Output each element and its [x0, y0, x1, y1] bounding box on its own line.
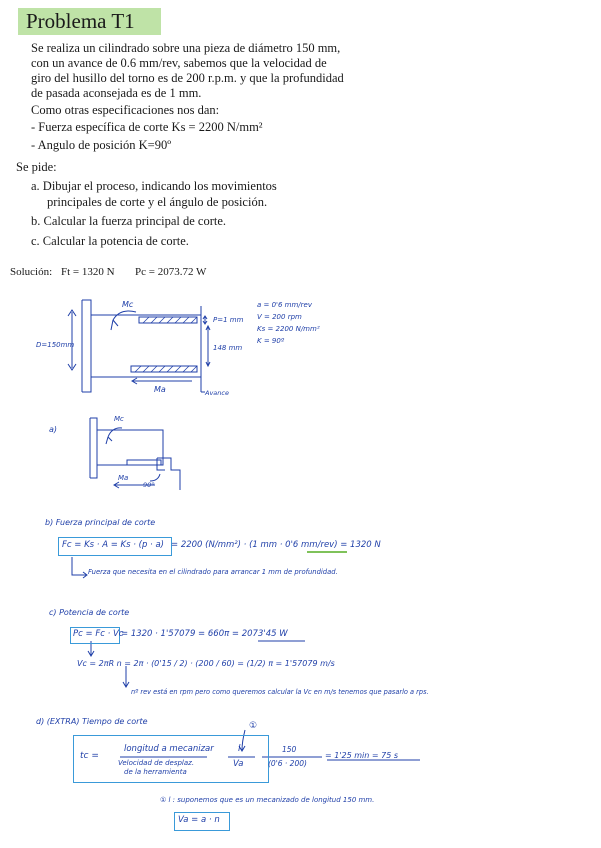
statement-line-7: - Angulo de posición K=90º	[31, 138, 172, 152]
solution-label: Solución:	[10, 266, 53, 278]
depth-label: P=1 mm	[213, 316, 244, 324]
formula-c: Pc = Fc · Vc	[73, 629, 124, 639]
formula-b-rest: = 2200 (N/mm²) · (1 mm · 0'6 mm/rev) = 1320 N	[171, 540, 381, 550]
statement-line-1: Se realiza un cilindrado sobre una pieza de diámetro 150 mm,	[31, 41, 341, 55]
workpiece-diagram	[68, 300, 210, 392]
note-d: ① l : suponemos que es un mecanizado de longitud 150 mm.	[160, 796, 375, 804]
ma-label: Ma	[154, 385, 166, 394]
va-formula: Va = a · n	[178, 815, 220, 825]
tc-label: tc =	[80, 751, 99, 761]
angle-label: 90º	[143, 481, 155, 489]
ask-item-b: b. Calcular la fuerza principal de corte.	[31, 214, 227, 228]
mc-label-2: Mc	[114, 415, 124, 423]
section-d-heading: d) (EXTRA) Tiempo de corte	[36, 717, 148, 726]
section-b-heading: b) Fuerza principal de corte	[45, 518, 156, 527]
statement-line-4: de pasada aconsejada es de 1 mm.	[31, 86, 202, 100]
formula-c-rest: = 1320 · 1'57079 = 660π = 2073'45 W	[121, 629, 288, 639]
process-diagram	[90, 418, 180, 490]
statement-line-2: con un avance de 0.6 mm/rev, sabemos que la velocidad de	[31, 56, 327, 70]
ask-item-a: a. Dibujar el proceso, indicando los movimientos	[31, 179, 277, 193]
avance-label: Avance	[205, 389, 229, 397]
asks-heading: Se pide:	[16, 160, 57, 174]
numerator-l: l	[238, 744, 241, 754]
solution-ft: Ft = 1320 N	[61, 266, 115, 278]
denominator-1b: de la herramienta	[124, 768, 187, 776]
ask-item-a-cont: principales de corte y el ángulo de posición.	[47, 195, 268, 209]
statement-line-6: - Fuerza específica de corte Ks = 2200 N/mm²	[31, 120, 263, 134]
marker-1: ①	[249, 721, 258, 731]
numerator-1: longitud a mecanizar	[124, 744, 214, 754]
denominator-2: (0'6 · 200)	[268, 759, 307, 768]
section-c-heading: c) Potencia de corte	[49, 608, 130, 617]
spec-a: a = 0'6 mm/rev	[257, 301, 312, 309]
ask-item-c: c. Calcular la potencia de corte.	[31, 234, 189, 248]
note-c: nº rev está en rpm pero como queremos calcular la Vc en m/s tenemos que pasarlo a rps.	[131, 688, 429, 696]
mc-label: Mc	[122, 300, 134, 309]
denominator-va: Va	[233, 759, 244, 769]
solution-pc: Pc = 2073.72 W	[135, 266, 207, 278]
vc-formula: Vc = 2πR n = 2π · (0'15 / 2) · (200 / 60) = (1/2) π = 1'57079 m/s	[77, 659, 335, 668]
result-d: = 1'25 min = 75 s	[325, 751, 399, 760]
diameter-label: D=150mm	[36, 341, 75, 349]
spec-v: V = 200 rpm	[257, 313, 302, 321]
part-a-label: a)	[49, 425, 58, 434]
note-b: Fuerza que necesita en el cilindrado para arrancar 1 mm de profundidad.	[88, 568, 338, 576]
denominator-1a: Velocidad de desplaz.	[118, 759, 195, 767]
note-arrow-c	[123, 666, 129, 687]
spec-ks: Ks = 2200 N/mm²	[257, 325, 320, 333]
numerator-2: 150	[282, 745, 297, 754]
page-title: Problema T1	[18, 8, 161, 35]
statement-line-5: Como otras especificaciones nos dan:	[31, 103, 220, 117]
statement-line-3: giro del husillo del torno es de 200 r.p.m. y que la profundidad	[31, 71, 344, 85]
formula-b: Fc = Ks · A = Ks · (p · a)	[62, 540, 164, 550]
ma-label-2: Ma	[118, 474, 129, 482]
d148-label: 148 mm	[213, 344, 243, 352]
spec-k: K = 90º	[257, 337, 285, 345]
